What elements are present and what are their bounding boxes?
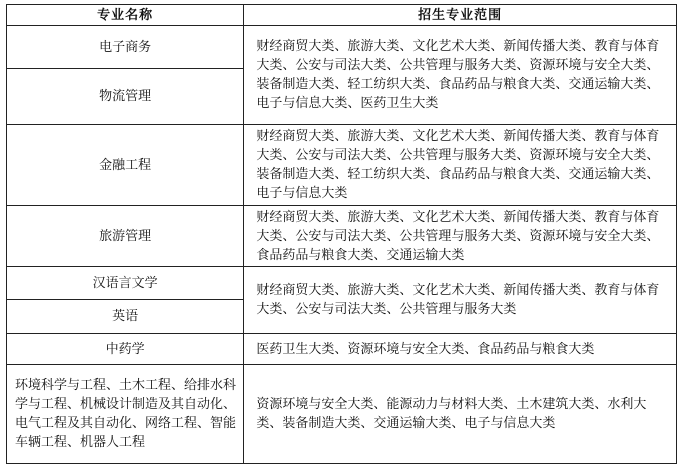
- scope-cell: 财经商贸大类、旅游大类、文化艺术大类、新闻传播大类、教育与体育大类、公安与司法大类、公共管理与服务大类、资源环境与安全大类、装备制造大类、轻工纺织大类、食品药品与粮食大类、交通运输大类、电子与信息大类、医药卫生大类: [244, 26, 677, 125]
- scope-cell: 财经商贸大类、旅游大类、文化艺术大类、新闻传播大类、教育与体育大类、公安与司法大类、公共管理与服务大类、资源环境与安全大类、食品药品与粮食大类、交通运输大类: [244, 206, 677, 267]
- major-cell: 电子商务: [7, 26, 244, 69]
- scope-cell: 医药卫生大类、资源环境与安全大类、食品药品与粮食大类: [244, 334, 677, 365]
- scope-cell: 财经商贸大类、旅游大类、文化艺术大类、新闻传播大类、教育与体育大类、公安与司法大类、公共管理与服务大类: [244, 267, 677, 334]
- scope-cell: 资源环境与安全大类、能源动力与材料大类、土木建筑大类、水利大类、装备制造大类、交通运输大类、电子与信息大类: [244, 365, 677, 464]
- major-cell: 金融工程: [7, 125, 244, 206]
- table-row: [7, 206, 677, 267]
- enrollment-scope-table: [6, 4, 677, 464]
- table-row: [7, 365, 677, 464]
- table-row: [7, 334, 677, 365]
- major-cell: 汉语言文学: [7, 267, 244, 300]
- major-cell: 物流管理: [7, 69, 244, 125]
- scope-cell: 财经商贸大类、旅游大类、文化艺术大类、新闻传播大类、教育与体育大类、公安与司法大类、公共管理与服务大类、资源环境与安全大类、装备制造大类、轻工纺织大类、食品药品与粮食大类、交通运输大类、电子与信息大类: [244, 125, 677, 206]
- major-cell: 环境科学与工程、土木工程、给排水科学与工程、机械设计制造及其自动化、电气工程及其自动化、网络工程、智能车辆工程、机器人工程: [7, 365, 244, 464]
- major-cell: 中药学: [7, 334, 244, 365]
- table-header-row: [7, 5, 677, 26]
- header-major-name: 专业名称: [7, 5, 244, 26]
- table-row: [7, 267, 677, 300]
- header-enrollment-scope: 招生专业范围: [244, 5, 677, 26]
- table-row: [7, 26, 677, 69]
- major-cell: 旅游管理: [7, 206, 244, 267]
- table-row: [7, 125, 677, 206]
- major-cell: 英语: [7, 300, 244, 334]
